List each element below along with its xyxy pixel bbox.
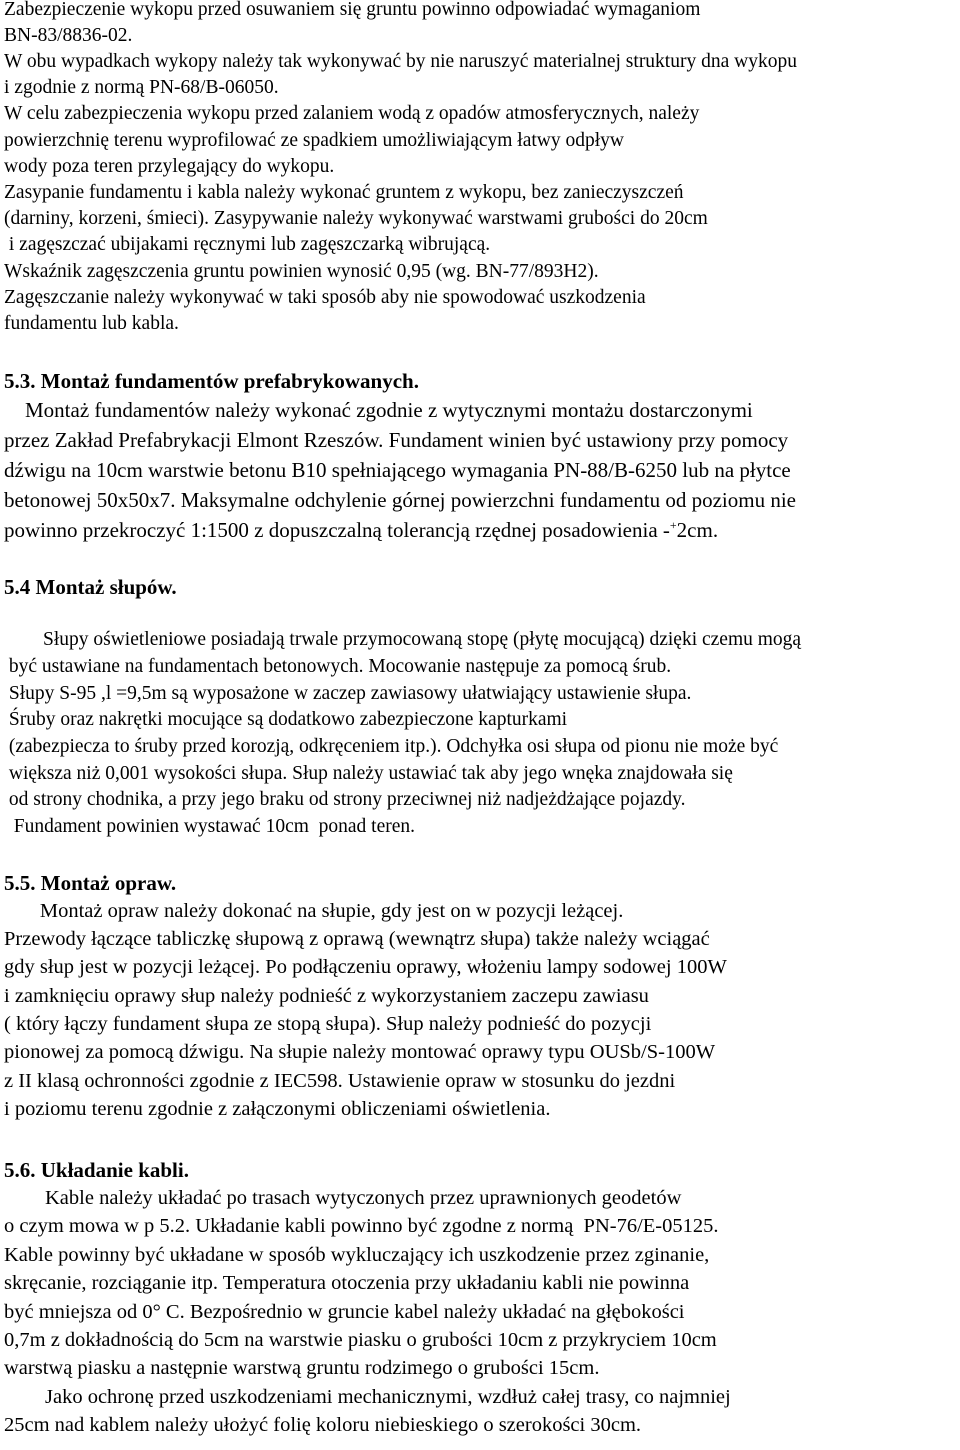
text-line: W obu wypadkach wykopy należy tak wykonywać by nie naruszyć materialnej struktury dna wykopu bbox=[4, 51, 797, 72]
text-line: Fundament powinien wystawać 10cm ponad teren. bbox=[4, 816, 416, 837]
text-line: (darniny, korzeni, śmieci). Zasypywanie należy wykonywać warstwami grubości do 20cm bbox=[4, 208, 708, 229]
text-line: być mniejsza od 0° C. Bezpośrednio w gruncie kabel należy układać na głębokości bbox=[4, 1301, 685, 1323]
text-line: Zasypanie fundamentu i kabla należy wykonać gruntem z wykopu, bez zanieczyszczeń bbox=[4, 182, 684, 203]
text-line: i zagęszczać ubijakami ręcznymi lub zagęszczarką wibrującą. bbox=[4, 234, 491, 255]
text-line: Montaż fundamentów należy wykonać zgodnie z wytycznymi montażu dostarczonymi bbox=[4, 398, 753, 422]
section-heading: 5.5. Montaż opraw. bbox=[4, 871, 177, 895]
text-line: od strony chodnika, a przy jego braku od strony przeciwnej niż nadjeżdżające pojazdy. bbox=[4, 789, 686, 810]
text-line: Kable należy układać po trasach wytyczonych przez uprawnionych geodetów bbox=[4, 1187, 682, 1209]
text-line: Montaż opraw należy dokonać na słupie, gdy jest on w pozycji leżącej. bbox=[4, 900, 624, 922]
text-line: Przewody łączące tabliczkę słupową z oprawą (wewnątrz słupa) także należy wciągać bbox=[4, 928, 710, 950]
text-line: Śruby oraz nakrętki mocujące są dodatkowo zabezpieczone kapturkami bbox=[4, 709, 568, 730]
text-fragment: 2cm. bbox=[676, 518, 719, 542]
text-line: W celu zabezpieczenia wykopu przed zalaniem wodą z opadów atmosferycznych, należy bbox=[4, 103, 700, 124]
text-line: przez Zakład Prefabrykacji Elmont Rzeszów. Fundament winien być ustawiony przy pomocy bbox=[4, 428, 789, 452]
text-line: 0,7m z dokładnością do 5cm na warstwie piasku o grubości 10cm z przykryciem 10cm bbox=[4, 1329, 717, 1351]
section-heading: 5.3. Montaż fundamentów prefabrykowanych. bbox=[4, 369, 419, 393]
text-line: (zabezpiecza to śruby przed korozją, odkręceniem itp.). Odchyłka osi słupa od pionu nie może być bbox=[4, 736, 779, 757]
section-heading: 5.6. Układanie kabli. bbox=[4, 1158, 189, 1182]
text-line: Wskaźnik zagęszczenia gruntu powinien wynosić 0,95 (wg. BN-77/893H2). bbox=[4, 261, 599, 282]
text-line: BN-83/8836-02. bbox=[4, 25, 133, 46]
text-line: i zamknięciu oprawy słup należy podnieść z wykorzystaniem zaczepu zawiasu bbox=[4, 985, 649, 1007]
text-line: skręcanie, rozciąganie itp. Temperatura otoczenia przy układaniu kabli nie powinna bbox=[4, 1272, 690, 1294]
text-line: ( który łączy fundament słupa ze stopą słupa). Słup należy podnieść do pozycji bbox=[4, 1013, 652, 1035]
text-line: wody poza teren przylegający do wykopu. bbox=[4, 156, 335, 177]
text-line: większa niż 0,001 wysokości słupa. Słup należy ustawiać tak aby jego wnęka znajdowała się bbox=[4, 763, 733, 784]
text-line: Jako ochronę przed uszkodzeniami mechanicznymi, wzdłuż całej trasy, co najmniej bbox=[4, 1386, 731, 1408]
text-line: fundamentu lub kabla. bbox=[4, 313, 179, 334]
text-line: dźwigu na 10cm warstwie betonu B10 spełniającego wymagania PN-88/B-6250 lub na płytce bbox=[4, 458, 791, 482]
text-fragment: powinno przekroczyć 1:1500 z dopuszczalną tolerancją rzędnej posadowienia - bbox=[4, 518, 670, 542]
text-line: warstwą piasku a następnie warstwą gruntu rodzimego o grubości 15cm. bbox=[4, 1357, 600, 1379]
text-line: Słupy S-95 ,l =9,5m są wyposażone w zaczep zawiasowy ułatwiający ustawienie słupa. bbox=[4, 683, 692, 704]
superscript: + bbox=[669, 518, 677, 532]
text-line: Słupy oświetleniowe posiadają trwale przymocowaną stopę (płytę mocującą) dzięki czemu mogą bbox=[4, 629, 802, 650]
text-line: gdy słup jest w pozycji leżącej. Po podłączeniu oprawy, włożeniu lampy sodowej 100W bbox=[4, 956, 727, 978]
section-heading: 5.4 Montaż słupów. bbox=[4, 575, 177, 599]
text-line: i poziomu terenu zgodnie z załączonymi obliczeniami oświetlenia. bbox=[4, 1098, 551, 1120]
text-line: Zabezpieczenie wykopu przed osuwaniem się gruntu powinno odpowiadać wymaganiom bbox=[4, 0, 701, 20]
text-line: Zagęszczanie należy wykonywać w taki sposób aby nie spowodować uszkodzenia bbox=[4, 287, 646, 308]
text-line: powierzchnię terenu wyprofilować ze spadkiem umożliwiającym łatwy odpływ bbox=[4, 130, 625, 151]
text-line: o czym mowa w p 5.2. Układanie kabli powinno być zgodne z normą PN-76/E-05125. bbox=[4, 1215, 719, 1237]
text-line: Kable powinny być układane w sposób wykluczający ich uszkodzenie przez zginanie, bbox=[4, 1244, 710, 1266]
text-line: być ustawiane na fundamentach betonowych. Mocowanie następuje za pomocą śrub. bbox=[4, 656, 672, 677]
text-line: z II klasą ochronności zgodnie z IEC598. Ustawienie opraw w stosunku do jezdni bbox=[4, 1070, 676, 1092]
text-line: betonowej 50x50x7. Maksymalne odchylenie górnej powierzchni fundamentu od poziomu nie bbox=[4, 488, 796, 512]
text-line: i zgodnie z normą PN-68/B-06050. bbox=[4, 77, 279, 98]
text-line: 25cm nad kablem należy ułożyć folię koloru niebieskiego o szerokości 30cm. bbox=[4, 1414, 642, 1436]
text-line bbox=[4, 520, 718, 541]
text-line: pionowej za pomocą dźwigu. Na słupie należy montować oprawy typu OUSb/S-100W bbox=[4, 1041, 716, 1063]
